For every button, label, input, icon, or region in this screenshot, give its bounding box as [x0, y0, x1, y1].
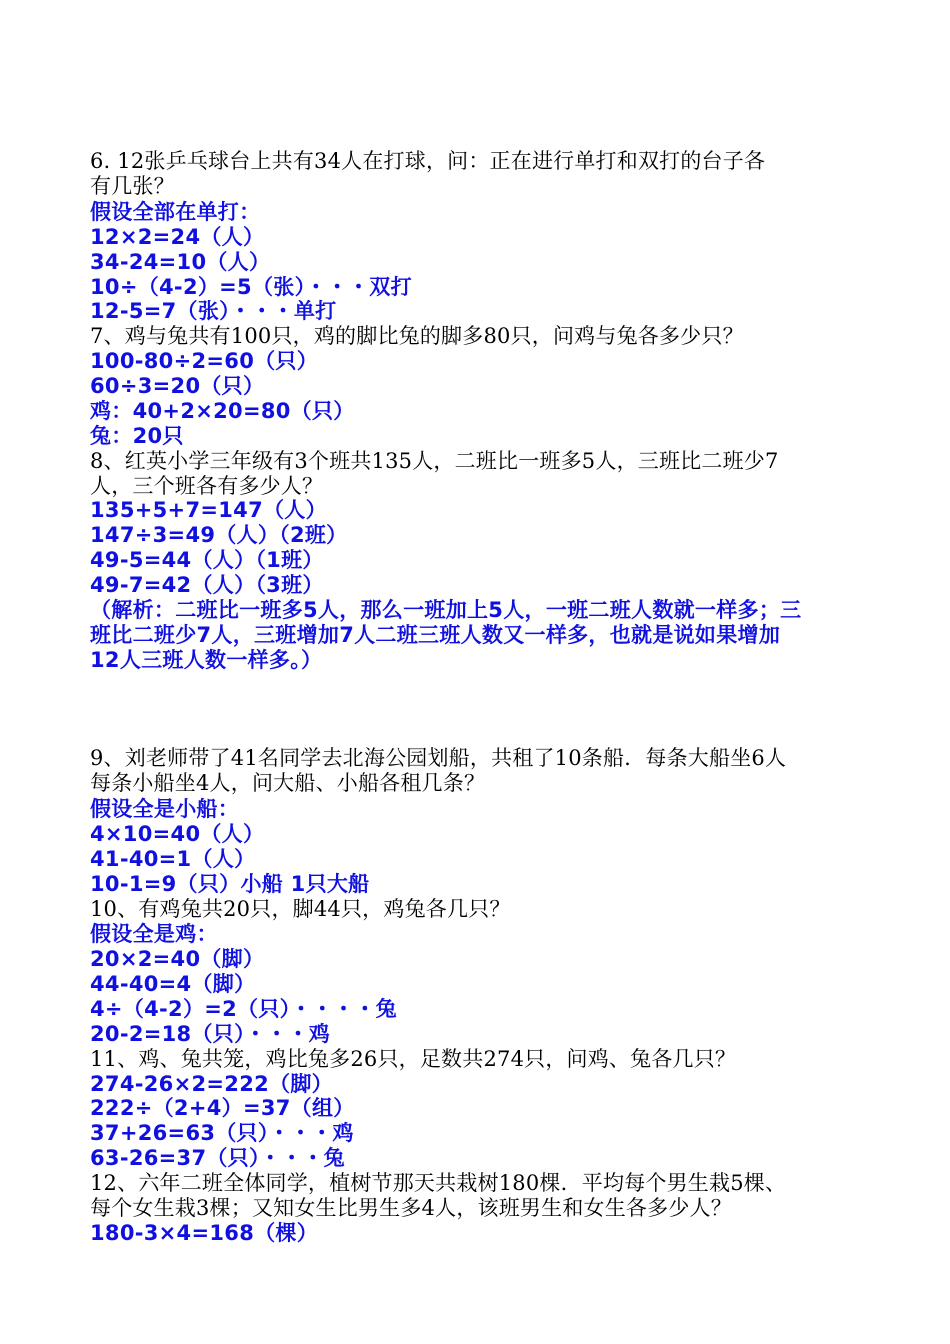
- answer-line: 10-1=9（只）小船 1只大船: [90, 872, 370, 896]
- answer-line: 10÷（4-2）=5（张）・・・双打: [90, 275, 412, 299]
- question-line: 12、六年二班全体同学，植树节那天共栽树180棵．平均每个男生栽5棵、: [90, 1171, 787, 1195]
- question-line: 11、鸡、兔共笼，鸡比兔多26只，足数共274只，问鸡、兔各几只？: [90, 1047, 737, 1071]
- answer-line: 兔：20只: [90, 424, 184, 448]
- question-line: 人，三个班各有多少人？: [90, 474, 324, 498]
- answer-line: 班比二班少7人，三班增加7人二班三班人数又一样多，也就是说如果增加: [90, 623, 781, 647]
- answer-line: 44-40=4（脚）: [90, 972, 256, 996]
- answer-line: 假设全是鸡：: [90, 922, 218, 946]
- answer-line: 20-2=18（只）・・・鸡: [90, 1022, 331, 1046]
- answer-line: 147÷3=49（人）（2班）: [90, 523, 348, 547]
- answer-line: 37+26=63（只）・・・鸡: [90, 1121, 354, 1145]
- answer-line: 假设全部在单打：: [90, 200, 261, 224]
- question-line: 7、鸡与兔共有100只，鸡的脚比兔的脚多80只，问鸡与兔各多少只？: [90, 324, 744, 348]
- answer-line: 鸡：40+2×20=80（只）: [90, 399, 355, 423]
- answer-line: 12×2=24（人）: [90, 225, 265, 249]
- question-line: 6. 12张乒乓球台上共有34人在打球，问：正在进行单打和双打的台子各: [90, 149, 766, 173]
- answer-line: 63-26=37（只）・・・兔: [90, 1146, 345, 1170]
- answer-line: 假设全是小船：: [90, 797, 240, 821]
- answer-line: 4÷（4-2）=2（只）・・・・兔: [90, 997, 397, 1021]
- answer-line: 49-7=42（人）（3班）: [90, 573, 324, 597]
- answer-line: 20×2=40（脚）: [90, 947, 265, 971]
- answer-line: 135+5+7=147（人）: [90, 498, 327, 522]
- answer-line: （解析：二班比一班多5人，那么一班加上5人，一班二班人数就一样多；三: [90, 598, 802, 622]
- answer-line: 34-24=10（人）: [90, 250, 271, 274]
- answer-line: 100-80÷2=60（只）: [90, 349, 319, 373]
- answer-line: 41-40=1（人）: [90, 847, 256, 871]
- question-line: 8、红英小学三年级有3个班共135人，二班比一班多5人，三班比二班少7: [90, 449, 779, 473]
- question-line: 9、刘老师带了41名同学去北海公园划船，共租了10条船．每条大船坐6人: [90, 746, 787, 770]
- answer-line: 274-26×2=222（脚）: [90, 1072, 333, 1096]
- question-line: 每个女生栽3棵；又知女生比男生多4人，该班男生和女生各多少人？: [90, 1196, 732, 1220]
- answer-line: 49-5=44（人）（1班）: [90, 548, 324, 572]
- question-line: 10、有鸡兔共20只，脚44只，鸡兔各几只？: [90, 897, 511, 921]
- answer-line: 60÷3=20（只）: [90, 374, 265, 398]
- question-line: 每条小船坐4人，问大船、小船各租几条？: [90, 771, 486, 795]
- answer-line: 180-3×4=168（棵）: [90, 1221, 319, 1245]
- answer-line: 12人三班人数一样多。）: [90, 648, 323, 672]
- answer-line: 4×10=40（人）: [90, 822, 265, 846]
- answer-line: 12-5=7（张）・・・单打: [90, 299, 337, 323]
- question-line: 有几张？: [90, 174, 175, 198]
- answer-line: 222÷（2+4）=37（组）: [90, 1096, 355, 1120]
